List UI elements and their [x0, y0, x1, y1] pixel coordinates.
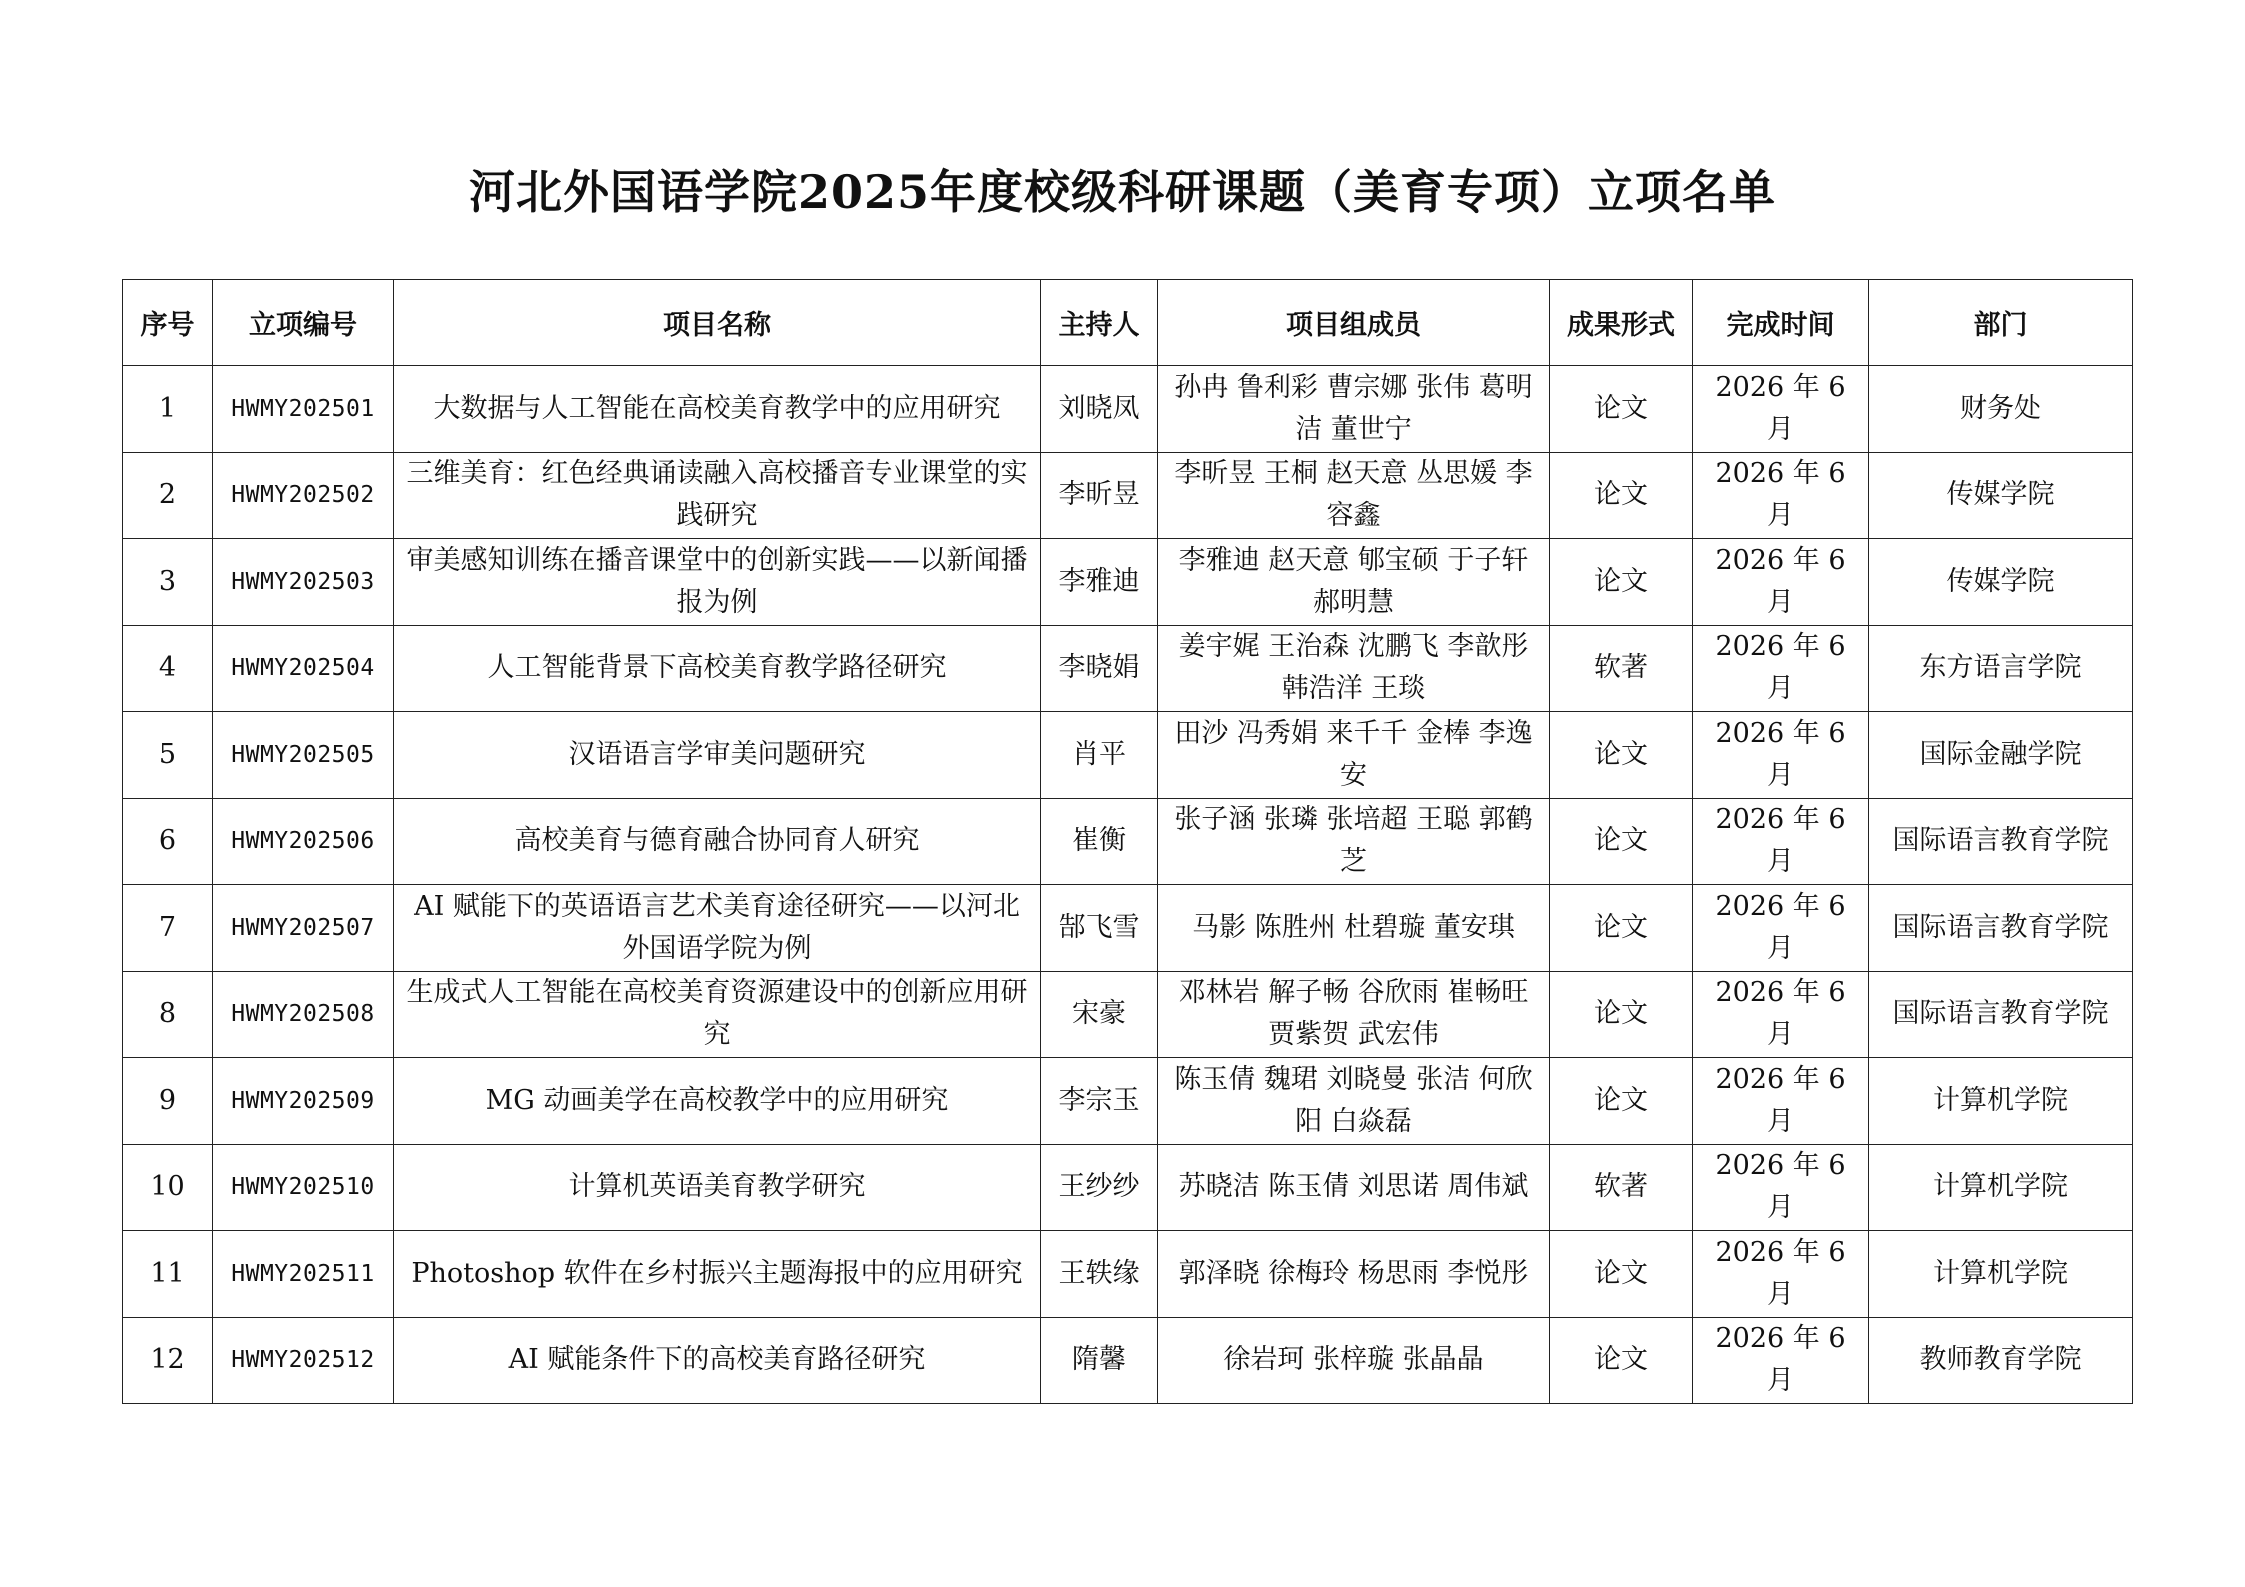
cell-no: 1: [123, 366, 213, 453]
table-row: [123, 625, 2133, 712]
cell-code: HWMY202511: [213, 1231, 394, 1318]
table-row: [123, 971, 2133, 1058]
cell-project-name: 审美感知训练在播音课堂中的创新实践——以新闻播报为例: [394, 539, 1041, 626]
table-header-row: [123, 280, 2133, 366]
cell-code: HWMY202508: [213, 971, 394, 1058]
cell-project-name: 人工智能背景下高校美育教学路径研究: [394, 625, 1041, 712]
cell-department: 东方语言学院: [1869, 625, 2133, 712]
cell-result-form: 论文: [1550, 798, 1693, 885]
cell-result-form: 论文: [1550, 452, 1693, 539]
cell-no: 4: [123, 625, 213, 712]
cell-department: 传媒学院: [1869, 539, 2133, 626]
cell-host: 刘晓凤: [1041, 366, 1158, 453]
cell-members: 苏晓洁 陈玉倩 刘思诺 周伟斌: [1158, 1144, 1550, 1231]
cell-result-form: 论文: [1550, 366, 1693, 453]
header-no: 序号: [123, 280, 213, 366]
table-row: [123, 539, 2133, 626]
cell-result-form: 论文: [1550, 539, 1693, 626]
header-department: 部门: [1869, 280, 2133, 366]
cell-code: HWMY202503: [213, 539, 394, 626]
cell-code: HWMY202509: [213, 1058, 394, 1145]
table-row: [123, 1058, 2133, 1145]
cell-result-form: 软著: [1550, 1144, 1693, 1231]
cell-completion-time: 2026 年 6 月: [1693, 712, 1869, 799]
cell-project-name: 三维美育：红色经典诵读融入高校播音专业课堂的实践研究: [394, 452, 1041, 539]
cell-code: HWMY202512: [213, 1317, 394, 1404]
cell-project-name: 生成式人工智能在高校美育资源建设中的创新应用研究: [394, 971, 1041, 1058]
cell-no: 5: [123, 712, 213, 799]
cell-members: 徐岩珂 张梓璇 张晶晶: [1158, 1317, 1550, 1404]
header-completion-time: 完成时间: [1693, 280, 1869, 366]
cell-no: 11: [123, 1231, 213, 1318]
cell-department: 国际金融学院: [1869, 712, 2133, 799]
cell-project-name: 高校美育与德育融合协同育人研究: [394, 798, 1041, 885]
header-result-form: 成果形式: [1550, 280, 1693, 366]
table-row: [123, 885, 2133, 972]
cell-result-form: 软著: [1550, 625, 1693, 712]
cell-project-name: AI 赋能条件下的高校美育路径研究: [394, 1317, 1041, 1404]
cell-completion-time: 2026 年 6 月: [1693, 1231, 1869, 1318]
cell-host: 李晓娟: [1041, 625, 1158, 712]
cell-code: HWMY202501: [213, 366, 394, 453]
cell-members: 陈玉倩 魏珺 刘晓曼 张洁 何欣阳 白焱磊: [1158, 1058, 1550, 1145]
cell-department: 传媒学院: [1869, 452, 2133, 539]
cell-department: 教师教育学院: [1869, 1317, 2133, 1404]
cell-host: 肖平: [1041, 712, 1158, 799]
table-row: [123, 1144, 2133, 1231]
cell-completion-time: 2026 年 6 月: [1693, 366, 1869, 453]
cell-host: 郜飞雪: [1041, 885, 1158, 972]
table-row: [123, 1231, 2133, 1318]
cell-project-name: AI 赋能下的英语语言艺术美育途径研究——以河北外国语学院为例: [394, 885, 1041, 972]
cell-members: 张子涵 张璘 张培超 王聪 郭鹤芝: [1158, 798, 1550, 885]
cell-department: 国际语言教育学院: [1869, 971, 2133, 1058]
cell-completion-time: 2026 年 6 月: [1693, 625, 1869, 712]
header-members: 项目组成员: [1158, 280, 1550, 366]
cell-members: 邓林岩 解子畅 谷欣雨 崔畅旺 贾紫贺 武宏伟: [1158, 971, 1550, 1058]
cell-department: 计算机学院: [1869, 1144, 2133, 1231]
cell-members: 姜宇娓 王治森 沈鹏飞 李歆彤 韩浩洋 王琰: [1158, 625, 1550, 712]
cell-project-name: 汉语语言学审美问题研究: [394, 712, 1041, 799]
cell-host: 崔衡: [1041, 798, 1158, 885]
cell-no: 10: [123, 1144, 213, 1231]
cell-members: 田沙 冯秀娟 来千千 金棒 李逸安: [1158, 712, 1550, 799]
cell-no: 3: [123, 539, 213, 626]
cell-department: 财务处: [1869, 366, 2133, 453]
cell-result-form: 论文: [1550, 885, 1693, 972]
cell-result-form: 论文: [1550, 1058, 1693, 1145]
cell-completion-time: 2026 年 6 月: [1693, 539, 1869, 626]
cell-members: 孙冉 鲁利彩 曹宗娜 张伟 葛明洁 董世宁: [1158, 366, 1550, 453]
cell-completion-time: 2026 年 6 月: [1693, 1144, 1869, 1231]
cell-completion-time: 2026 年 6 月: [1693, 798, 1869, 885]
table-row: [123, 798, 2133, 885]
cell-code: HWMY202506: [213, 798, 394, 885]
cell-no: 12: [123, 1317, 213, 1404]
cell-project-name: MG 动画美学在高校教学中的应用研究: [394, 1058, 1041, 1145]
cell-members: 李昕昱 王桐 赵天意 丛思媛 李容鑫: [1158, 452, 1550, 539]
cell-members: 郭泽晓 徐梅玲 杨思雨 李悦彤: [1158, 1231, 1550, 1318]
cell-result-form: 论文: [1550, 971, 1693, 1058]
cell-project-name: 计算机英语美育教学研究: [394, 1144, 1041, 1231]
cell-completion-time: 2026 年 6 月: [1693, 885, 1869, 972]
cell-host: 李雅迪: [1041, 539, 1158, 626]
cell-department: 计算机学院: [1869, 1231, 2133, 1318]
table-row: [123, 366, 2133, 453]
header-code: 立项编号: [213, 280, 394, 366]
cell-no: 9: [123, 1058, 213, 1145]
table-row: [123, 452, 2133, 539]
cell-no: 2: [123, 452, 213, 539]
cell-host: 王纱纱: [1041, 1144, 1158, 1231]
cell-completion-time: 2026 年 6 月: [1693, 1058, 1869, 1145]
cell-department: 国际语言教育学院: [1869, 798, 2133, 885]
header-host: 主持人: [1041, 280, 1158, 366]
project-list-table: [122, 279, 2133, 1404]
cell-code: HWMY202504: [213, 625, 394, 712]
cell-host: 王轶缘: [1041, 1231, 1158, 1318]
cell-result-form: 论文: [1550, 1231, 1693, 1318]
cell-completion-time: 2026 年 6 月: [1693, 1317, 1869, 1404]
cell-members: 李雅迪 赵天意 郇宝硕 于子轩 郝明慧: [1158, 539, 1550, 626]
cell-no: 7: [123, 885, 213, 972]
document-title: 河北外国语学院2025年度校级科研课题（美育专项）立项名单: [468, 165, 1777, 219]
table-row: [123, 1317, 2133, 1404]
cell-department: 国际语言教育学院: [1869, 885, 2133, 972]
cell-members: 马影 陈胜州 杜碧璇 董安琪: [1158, 885, 1550, 972]
cell-completion-time: 2026 年 6 月: [1693, 452, 1869, 539]
cell-host: 李昕昱: [1041, 452, 1158, 539]
cell-code: HWMY202502: [213, 452, 394, 539]
cell-completion-time: 2026 年 6 月: [1693, 971, 1869, 1058]
header-project-name: 项目名称: [394, 280, 1041, 366]
table-row: [123, 712, 2133, 799]
cell-host: 李宗玉: [1041, 1058, 1158, 1145]
cell-no: 6: [123, 798, 213, 885]
cell-project-name: 大数据与人工智能在高校美育教学中的应用研究: [394, 366, 1041, 453]
cell-result-form: 论文: [1550, 1317, 1693, 1404]
cell-host: 宋豪: [1041, 971, 1158, 1058]
cell-code: HWMY202507: [213, 885, 394, 972]
cell-no: 8: [123, 971, 213, 1058]
cell-code: HWMY202505: [213, 712, 394, 799]
cell-project-name: Photoshop 软件在乡村振兴主题海报中的应用研究: [394, 1231, 1041, 1318]
cell-host: 隋馨: [1041, 1317, 1158, 1404]
cell-department: 计算机学院: [1869, 1058, 2133, 1145]
cell-code: HWMY202510: [213, 1144, 394, 1231]
cell-result-form: 论文: [1550, 712, 1693, 799]
